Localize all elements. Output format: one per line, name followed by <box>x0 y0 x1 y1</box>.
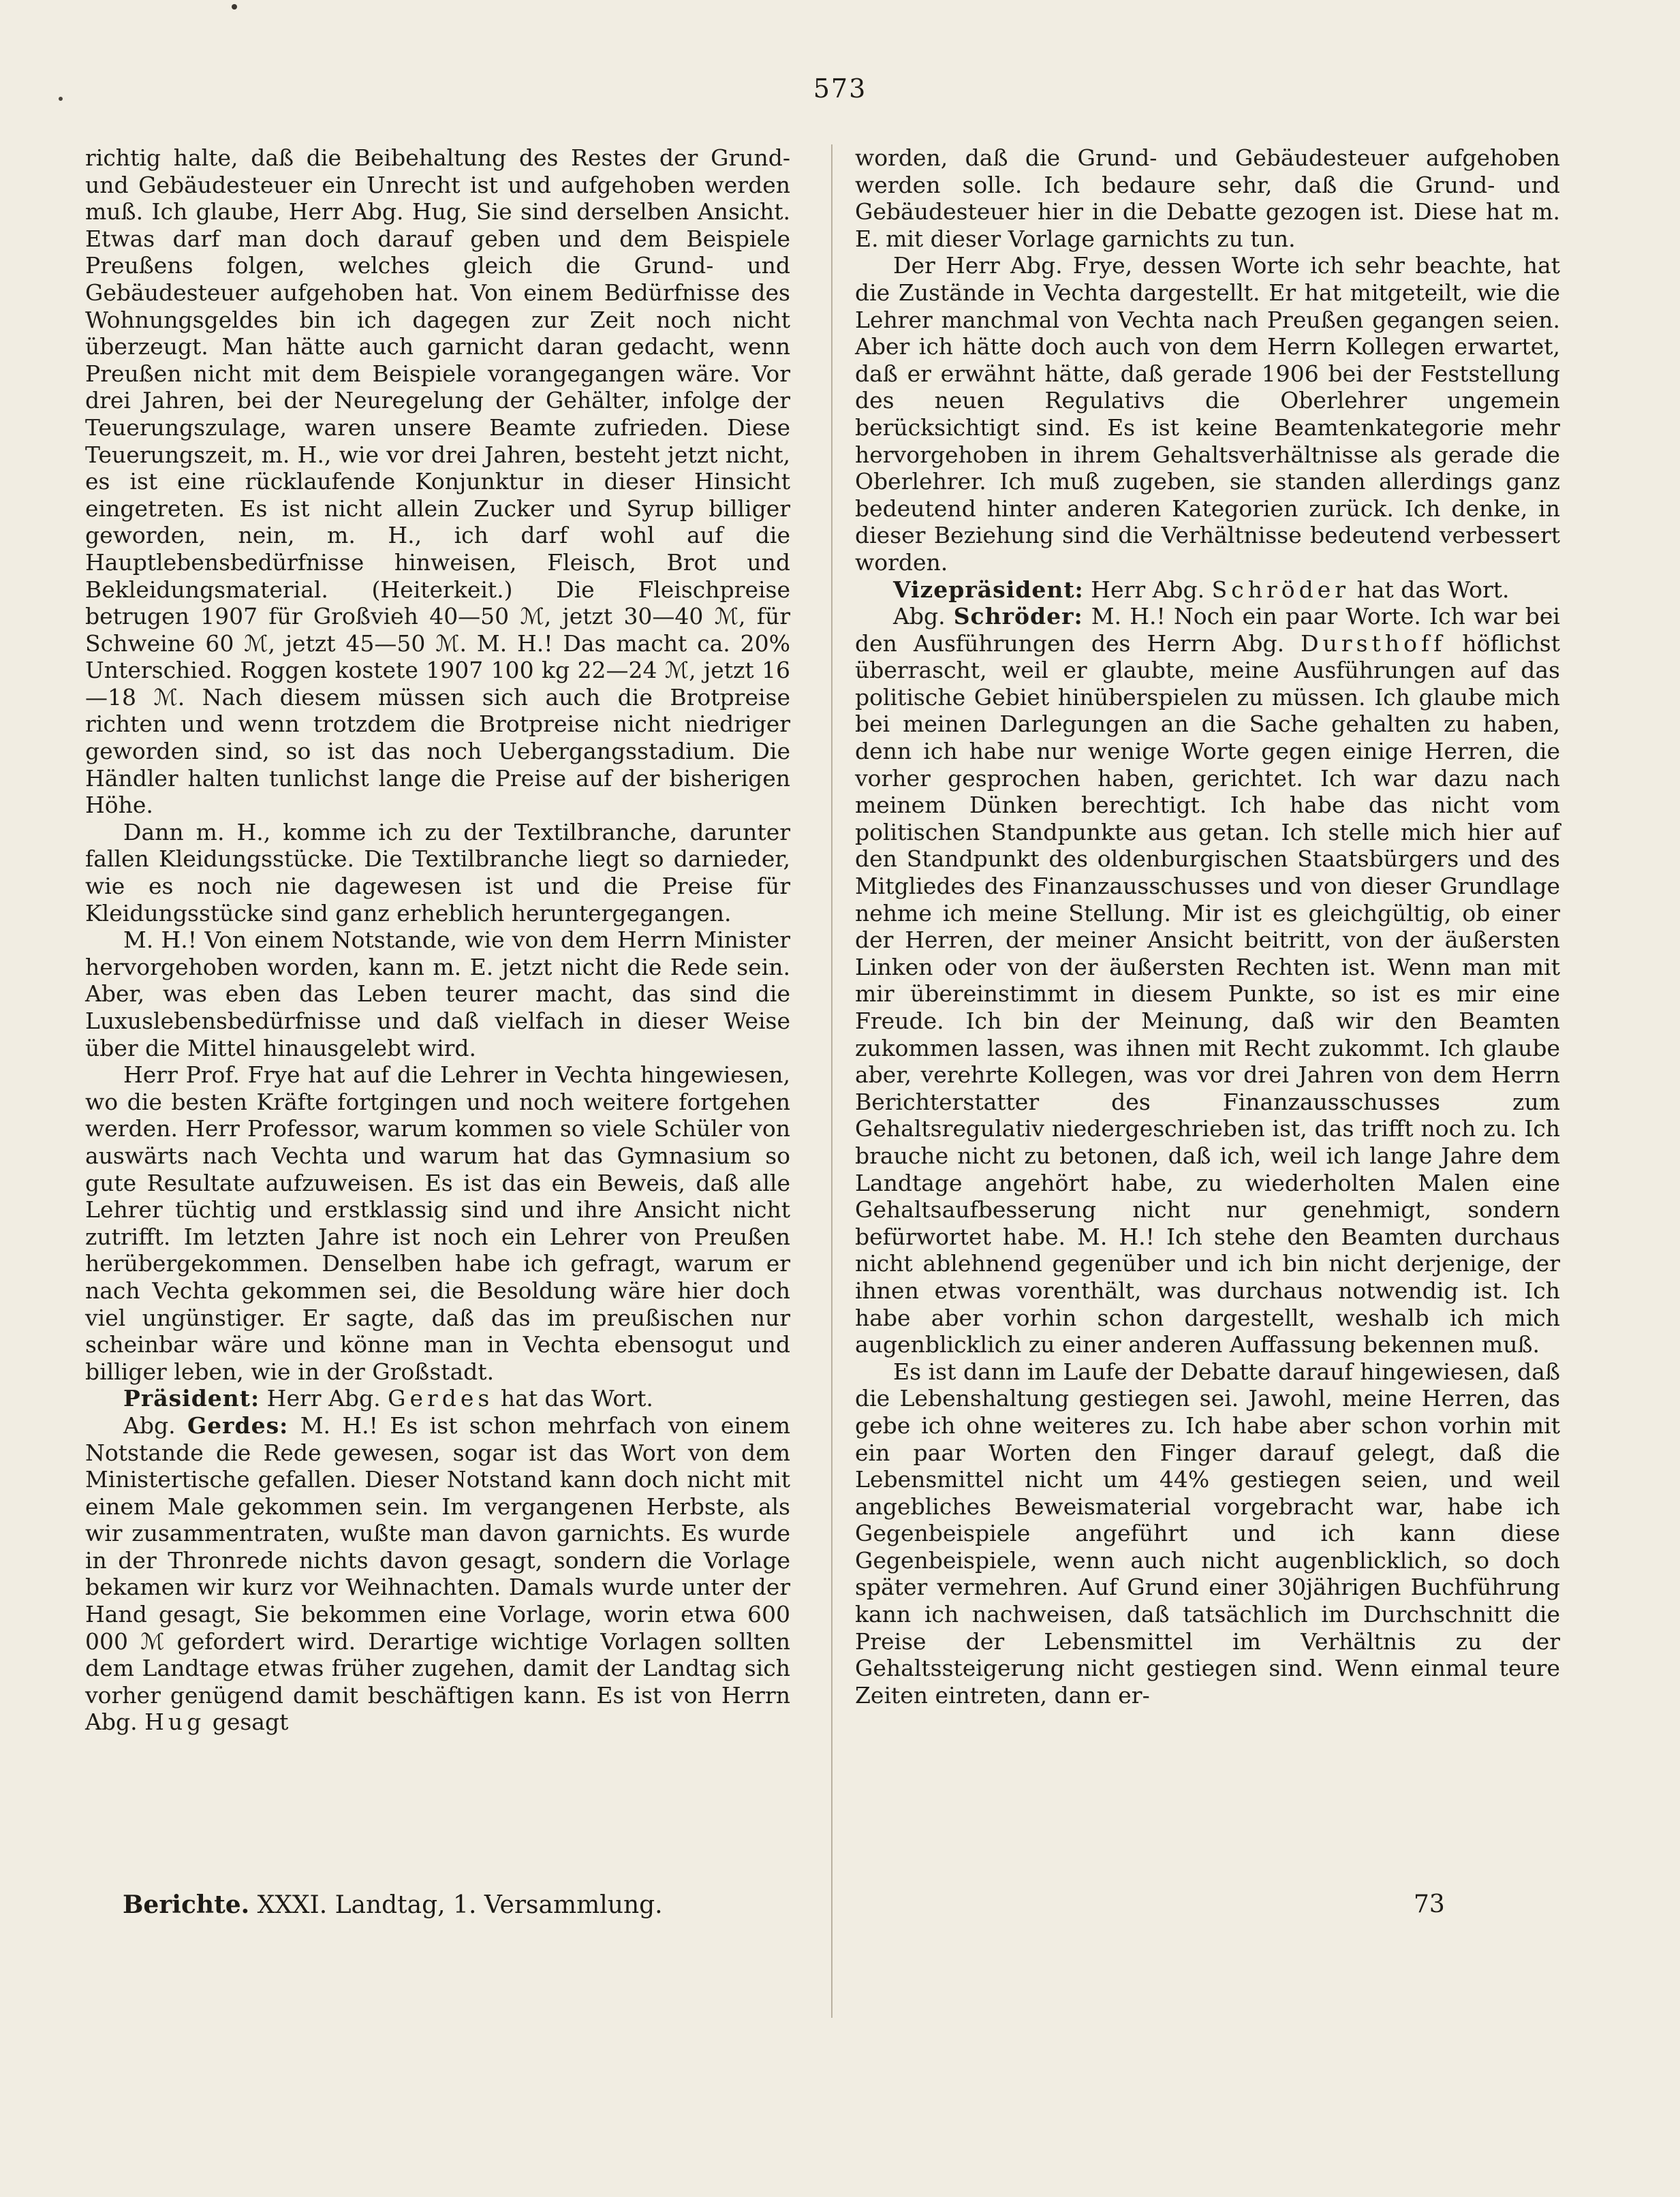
speech-text: Herr Abg. <box>260 1385 388 1412</box>
member-name: Hug <box>144 1709 206 1736</box>
speaker-label: Gerdes: <box>187 1412 289 1439</box>
paragraph: Es ist dann im Laufe der Debatte darauf hingewiesen, daß die Lebenshaltung gestiegen sei. Jawohl, meine Herren, das gebe ich ohne weiteres zu. Ich habe aber schon vorhin mit ein paar Worten den Finger darauf gelegt, daß die Lebensmittel nicht um 44% gestiegen seien, und weil angebliches Beweismaterial vorgebracht war, habe ich Gegenbeispiele angeführt und ich kann diese Gegenbeispiele, wenn auch nicht augenblicklich, so doch später vermehren. Auf Grund einer 30jährigen Buchführung kann ich nachweisen, daß tatsächlich im Durchschnitt die Preise der Lebensmittel im Verhältnis zu der Gehaltssteigerung nicht gestiegen sind. Wenn einmal teure Zeiten eintreten, dann er- <box>855 1358 1560 1709</box>
speaker-prefix: Abg. <box>123 1412 187 1439</box>
paragraph: M. H.! Von einem Notstande, wie von dem Herrn Minister hervorgehoben worden, kann m. E. jetzt nicht die Rede sein. Aber, was eben das Leben teurer macht, das sind die Luxuslebensbedürfnisse und daß vielfach in dieser Weise über die Mittel hinausgelebt wird. <box>85 926 790 1061</box>
speaker-paragraph <box>85 1412 790 1736</box>
footer-text: XXXI. Landtag, 1. Versammlung. <box>249 1891 663 1919</box>
ink-speck <box>232 4 237 10</box>
speaker-prefix: Abg. <box>893 603 954 630</box>
speaker-label: Präsident: <box>123 1385 260 1412</box>
speech-text: hat das Wort. <box>493 1385 653 1412</box>
speaker-paragraph <box>85 1385 790 1412</box>
footer-source <box>123 1890 663 1919</box>
column-divider <box>831 144 833 2018</box>
paragraph: Herr Prof. Frye hat auf die Lehrer in Vechta hingewiesen, wo die besten Kräfte fortgingen und noch weitere fortgehen werden. Herr Professor, warum kommen so viele Schüler von auswärts nach Vechta und warum hat das Gymnasium so gute Resultate aufzuweisen. Es ist das ein Beweis, daß alle Lehrer tüchtig und erstklassig sind und ihre Ansicht nicht zutrifft. Im letzten Jahre ist noch ein Lehrer von Preußen herübergekommen. Denselben habe ich gefragt, warum er nach Vechta gekommen sei, die Besoldung wäre hier doch viel ungünstiger. Er sagte, daß das im preußischen nur scheinbar wäre und könne man in Vechta ebensogut und billiger leben, wie in der Großstadt. <box>85 1061 790 1385</box>
member-name: Schröder <box>1211 576 1350 603</box>
member-name: Gerdes <box>388 1385 494 1412</box>
footer-label: Berichte. <box>123 1890 250 1919</box>
paragraph: Der Herr Abg. Frye, dessen Worte ich sehr beachte, hat die Zustände in Vechta dargestellt. Er hat mitgeteilt, wie die Lehrer manchmal von Vechta nach Preußen gegangen seien. Aber ich hätte doch auch von dem Herrn Kollegen erwartet, daß er erwähnt hätte, daß gerade 1906 bei der Feststellung des neuen Regulativs die Oberlehrer ungemein berücksichtigt sind. Es ist keine Beamtenkategorie mehr hervorgehoben in ihrem Gehaltsverhältnisse als gerade die Oberlehrer. Ich muß zugeben, sie standen allerdings ganz bedeutend hinter anderen Kategorien zurück. Ich denke, in dieser Beziehung sind die Verhältnisse bedeutend verbessert worden. <box>855 252 1560 576</box>
speech-text: gesagt <box>205 1709 289 1736</box>
sheet-number: 73 <box>1414 1890 1445 1918</box>
paragraph: worden, daß die Grund- und Gebäudesteuer aufgehoben werden solle. Ich bedaure sehr, daß die Grund- und Gebäudesteuer hier in die Debatte gezogen ist. Diese hat m. E. mit dieser Vorlage garnichts zu tun. <box>855 144 1560 252</box>
speaker-paragraph <box>855 603 1560 1358</box>
paragraph: Dann m. H., komme ich zu der Textilbranche, darunter fallen Kleidungsstücke. Die Textilbranche liegt so darnieder, wie es noch nie dagewesen ist und die Preise für Kleidungsstücke sind ganz erheblich heruntergegangen. <box>85 818 790 926</box>
member-name: Dursthoff <box>1301 629 1446 657</box>
speech-text: M. H.! Noch ein paar Worte. Ich war bei den Ausführungen des Herrn Abg. <box>855 603 1560 657</box>
paragraph: richtig halte, daß die Beibehaltung des Restes der Grund- und Gebäudesteuer ein Unrecht ist und aufgehoben werden muß. Ich glaube, Herr Abg. Hug, Sie sind derselben Ansicht. Etwas darf man doch darauf geben und dem Beispiele Preußens folgen, welches gleich die Grund- und Gebäudesteuer aufgehoben hat. Von einem Bedürfnisse des Wohnungsgeldes bin ich dagegen zur Zeit noch nicht überzeugt. Man hätte auch garnicht daran gedacht, wenn Preußen nicht mit dem Beispiele vorangegangen wäre. Vor drei Jahren, bei der Neuregelung der Gehälter, infolge der Teuerungszulage, waren unsere Beamte zufrieden. Diese Teuerungszeit, m. H., wie vor drei Jahren, besteht jetzt nicht, es ist eine rücklaufende Konjunktur in dieser Hinsicht eingetreten. Es ist nicht allein Zucker und Syrup billiger geworden, nein, m. H., ich darf wohl auf die Hauptlebensbedürfnisse hinweisen, Fleisch, Brot und Bekleidungsmaterial. (Heiterkeit.) Die Fleischpreise betrugen 1907 für Großvieh 40—50 ℳ, jetzt 30—40 ℳ, für Schweine 60 ℳ, jetzt 45—50 ℳ. M. H.! Das macht ca. 20% Unterschied. Roggen kostete 1907 100 kg 22—24 ℳ, jetzt 16—18 ℳ. Nach diesem müssen sich auch die Brotpreise richten und wenn trotzdem die Brotpreise nicht niedriger geworden sind, so ist das noch Uebergangsstadium. Die Händler halten tunlichst lange die Preise auf der bisherigen Höhe. <box>85 144 790 819</box>
speech-text: M. H.! Es ist schon mehrfach von einem Notstande die Rede gewesen, sogar ist das Wort von dem Ministertische gefallen. Dieser Notstand kann doch nicht mit einem Male gekommen sein. Im vergangenen Herbste, als wir zusammentraten, wußte man davon garnichts. Es wurde in der Thronrede nichts davon gesagt, sondern die Vorlage bekamen wir kurz vor Weihnachten. Damals wurde unter der Hand gesagt, Sie bekommen eine Vorlage, worin etwa 600 000 ℳ gefordert wird. Derartige wichtige Vorlagen sollten dem Landtage etwas früher zugehen, damit der Landtag sich vorher genügend damit beschäftigen kann. Es ist von Herrn Abg. <box>85 1412 790 1736</box>
speech-text: höflichst überrascht, weil er glaubte, meine Ausführungen auf das politische Gebiet hinüberspielen zu müssen. Ich glaube mich bei meinen Darlegungen an die Sache gehalten zu haben, denn ich habe nur wenige Worte gegen einige Herren, die vorher gesprochen haben, gerichtet. Ich war dazu nach meinem Dünken berechtigt. Ich habe das nicht vom politischen Standpunkte aus getan. Ich stelle mich hier auf den Standpunkt des oldenburgischen Staatsbürgers und des Mitgliedes des Finanzausschusses und von dieser Grundlage nehme ich meine Stellung. Mir ist es gleichgültig, ob einer der Herren, der meiner Ansicht beitritt, von der äußersten Linken oder von der äußersten Rechten ist. Wenn man mit mir übereinstimmt in diesem Punkte, so ist es mir eine Freude. Ich bin der Meinung, daß wir den Beamten zukommen lassen, was ihnen mit Recht zukommt. Ich glaube aber, verehrte Kollegen, was vor drei Jahren von dem Herrn Berichterstatter des Finanzausschusses zum Gehaltsregulativ niedergeschrieben ist, das trifft noch zu. Ich brauche nicht zu betonen, daß ich, weil ich lange Jahre dem Landtage angehört habe, zu wiederholten Malen eine Gehaltsaufbesserung nicht nur genehmigt, sondern befürwortet habe. M. H.! Ich stehe den Beamten durchaus nicht ablehnend gegenüber und ich bin nicht derjenige, der ihnen etwas vorenthält, was durchaus notwendig ist. Ich habe aber vorhin schon dargestellt, weshalb ich mich augenblicklich zu einer anderen Auffassung bekennen muß. <box>855 629 1560 1358</box>
speaker-label: Vizepräsident: <box>893 576 1084 603</box>
left-column <box>85 144 790 1736</box>
speech-text: hat das Wort. <box>1350 576 1510 603</box>
page-number: 573 <box>813 74 867 104</box>
right-column <box>855 144 1560 1709</box>
speaker-paragraph <box>855 576 1560 604</box>
speech-text: Herr Abg. <box>1083 576 1212 603</box>
speaker-label: Schröder: <box>953 603 1083 630</box>
